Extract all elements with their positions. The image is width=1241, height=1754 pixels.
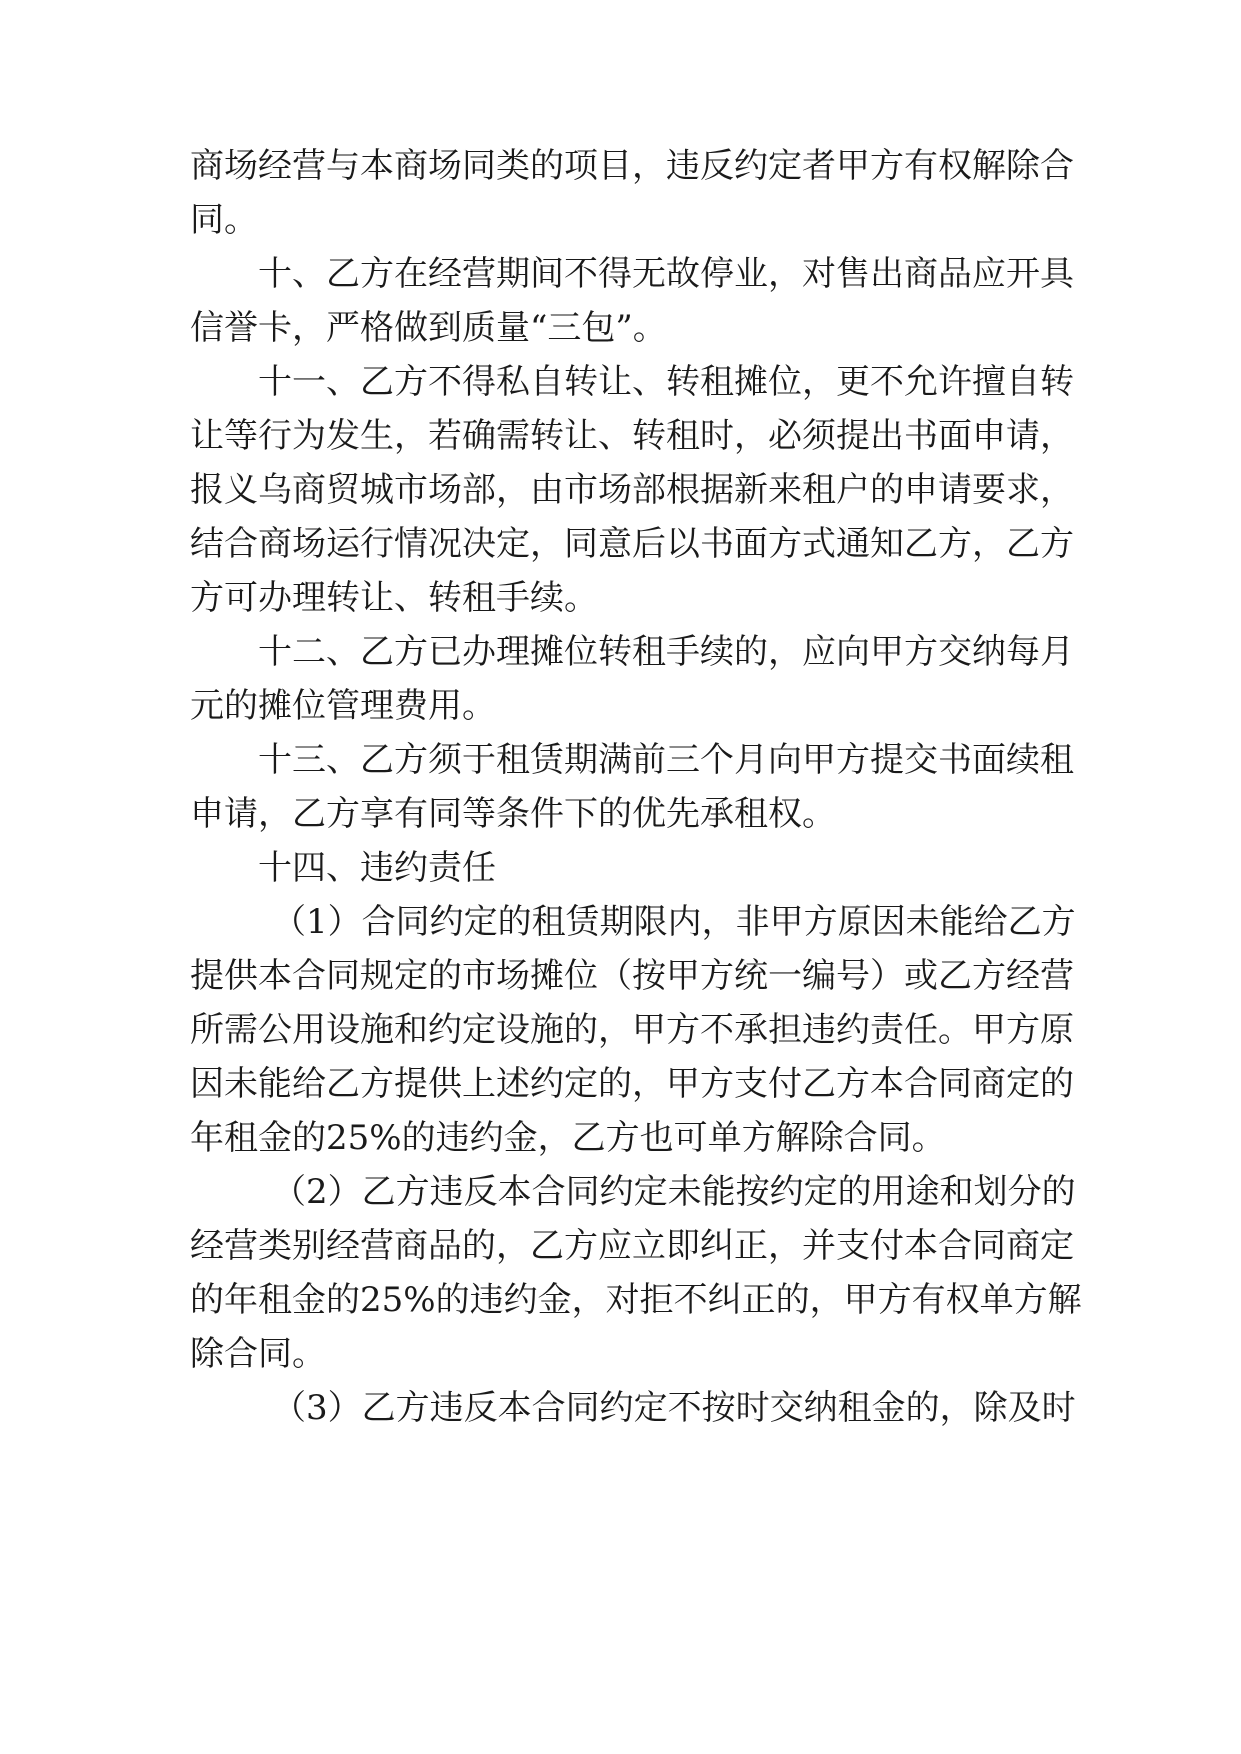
text-line: 申请，乙方享有同等条件下的优先承租权。 (190, 794, 836, 834)
text-line: 商场经营与本商场同类的项目，违反约定者甲方有权解除合 (190, 146, 1074, 186)
text-line: 年租金的25%的违约金，乙方也可单方解除合同。 (190, 1118, 946, 1158)
clause-1-line: （1）合同约定的租赁期限内，非甲方原因未能给乙方 (272, 902, 1076, 942)
paragraph-twelve-heading-line: 十二、乙方已办理摊位转租手续的，应向甲方交纳每月 (258, 632, 1074, 672)
paragraph-eleven-heading-line: 十一、乙方不得私自转让、转租摊位，更不允许擅自转 (258, 362, 1074, 402)
text-line: 元的摊位管理费用。 (190, 686, 496, 726)
text-line: 经营类别经营商品的，乙方应立即纠正，并支付本合同商定 (190, 1226, 1074, 1266)
text-line: 报义乌商贸城市场部，由市场部根据新来租户的申请要求， (190, 470, 1074, 510)
text-line: 除合同。 (190, 1334, 326, 1374)
text-line: 的年租金的25%的违约金，对拒不纠正的，甲方有权单方解 (190, 1280, 1082, 1320)
clause-3-line: （3）乙方违反本合同约定不按时交纳租金的，除及时 (272, 1388, 1076, 1428)
text-line: 结合商场运行情况决定，同意后以书面方式通知乙方，乙方 (190, 524, 1074, 564)
clause-2-line: （2）乙方违反本合同约定未能按约定的用途和划分的 (272, 1172, 1076, 1212)
section-heading-breach: 十四、违约责任 (258, 848, 496, 888)
text-line: 提供本合同规定的市场摊位（按甲方统一编号）或乙方经营 (190, 956, 1074, 996)
text-line: 信誉卡，严格做到质量“三包”。 (190, 308, 667, 348)
text-line: 让等行为发生，若确需转让、转租时，必须提出书面申请， (190, 416, 1074, 456)
paragraph-thirteen-heading-line: 十三、乙方须于租赁期满前三个月向甲方提交书面续租 (258, 740, 1074, 780)
text-line: 同。 (190, 200, 258, 240)
text-line: 所需公用设施和约定设施的，甲方不承担违约责任。甲方原 (190, 1010, 1074, 1050)
text-line: 方可办理转让、转租手续。 (190, 578, 598, 618)
text-line: 因未能给乙方提供上述约定的，甲方支付乙方本合同商定的 (190, 1064, 1074, 1104)
paragraph-ten-heading-line: 十、乙方在经营期间不得无故停业，对售出商品应开具 (258, 254, 1074, 294)
